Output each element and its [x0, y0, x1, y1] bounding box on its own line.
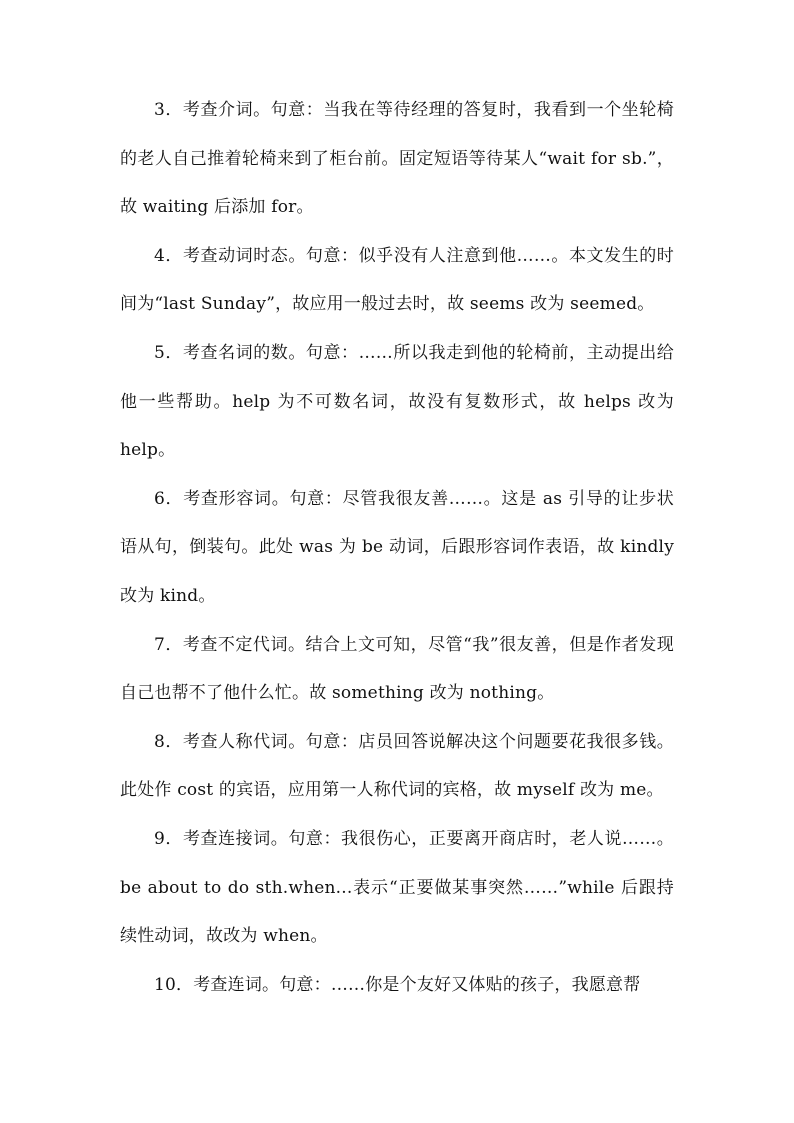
paragraph-item-4: 4．考查动词时态。句意：似乎没有人注意到他……。本文发生的时间为“last Sunday”，故应用一般过去时，故 seems 改为 seemed。	[120, 245, 674, 315]
paragraph-item-7: 7．考查不定代词。结合上文可知，尽管“我”很友善，但是作者发现自己也帮不了他什么忙。故 something 改为 nothing。	[120, 634, 674, 704]
paragraph-item-5: 5．考查名词的数。句意：……所以我走到他的轮椅前，主动提出给他一些帮助。help 为不可数名词，故没有复数形式，故 helps 改为 help。	[120, 342, 674, 461]
paragraph-item-6: 6．考查形容词。句意：尽管我很友善……。这是 as 引导的让步状语从句，倒装句。此处 was 为 be 动词，后跟形容词作表语，故 kindly 改为 kind。	[120, 488, 674, 606]
paragraph-item-8: 8．考查人称代词。句意：店员回答说解决这个问题要花我很多钱。此处作 cost 的宾语，应用第一人称代词的宾格，故 myself 改为 me。	[120, 731, 674, 801]
paragraph-item-3: 3．考查介词。句意：当我在等待经理的答复时，我看到一个坐轮椅的老人自己推着轮椅来到了柜台前。固定短语等待某人“wait for sb.”，故 waiting 后添加 for。	[120, 100, 674, 218]
paragraph-item-9: 9．考查连接词。句意：我很伤心，正要离开商店时，老人说……。be about to do sth.when...表示“正要做某事突然……”while 后跟持续性动词，故改为 when。	[120, 828, 674, 947]
answer-explanations	[120, 86, 674, 1009]
paragraph-item-10: 10．考查连词。句意：……你是个友好又体贴的孩子，我愿意帮	[154, 974, 641, 995]
